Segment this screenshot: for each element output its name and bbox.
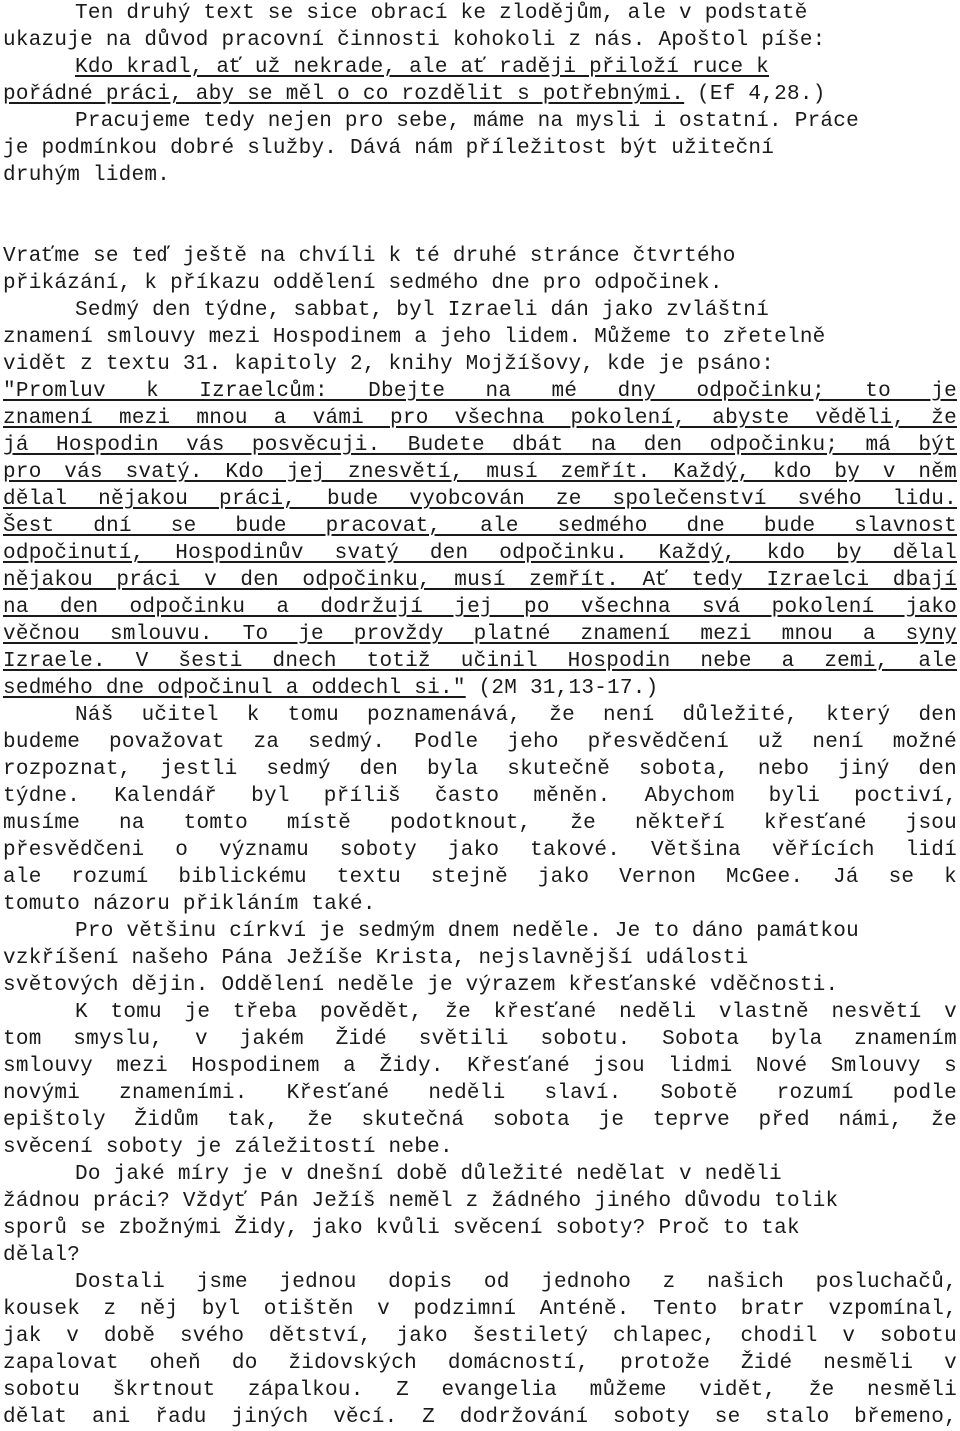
line-text: zapalovat oheň do židovských domácností, protože Židé nesměli v (3, 1352, 957, 1375)
line-text: K tomu je třeba povědět, že křesťané neděli vlastně nesvětí v (75, 1001, 957, 1024)
document-page (3, 0, 957, 1431)
quoted-scripture-text: pořádné práci, aby se měl o co rozdělit s potřebnými. (3, 83, 685, 106)
line-text: smlouvy mezi Hospodinem a Židy. Křesťané jsou lidmi Nové Smlouvy s (3, 1055, 957, 1078)
quoted-scripture-text: nějakou práci v den odpočinku, musí zemřít. Ať tedy Izraelci dbají (3, 569, 957, 592)
text-line (3, 756, 957, 783)
text-line (3, 783, 957, 810)
quoted-scripture-text: znamení mezi mnou a vámi pro všechna pokolení, abyste věděli, že (3, 407, 957, 430)
quoted-scripture-text: odpočinutí, Hospodinův svatý den odpočinku. Každý, kdo by dělal (3, 542, 957, 565)
quoted-scripture-text: sedmého dne odpočinul a oddechl si." (3, 677, 466, 700)
line-text: přesvědčeni o významu soboty jako takové. Většina věřících lidí (3, 839, 957, 862)
text-line (3, 54, 957, 81)
text-line (3, 405, 957, 432)
text-line (3, 675, 957, 702)
text-line (3, 351, 957, 378)
line-text: tom smyslu, v jakém Židé světili sobotu. Sobota byla znamením (3, 1028, 957, 1051)
text-line (3, 1377, 957, 1404)
text-line (3, 594, 957, 621)
line-text: tomuto názoru přikláním také. (3, 893, 376, 916)
line-text: svěcení soboty je záležitostí nebe. (3, 1136, 453, 1159)
text-line (3, 243, 957, 270)
text-line (3, 1242, 957, 1269)
line-text: musíme na tomto místě podotknout, že někteří křesťané jsou (3, 812, 957, 835)
line-text: ukazuje na důvod pracovní činnosti kohokoli z nás. Apoštol píše: (3, 29, 826, 52)
text-line (3, 432, 957, 459)
text-line (3, 567, 957, 594)
quoted-scripture-text: "Promluv k Izraelcům: Dbejte na mé dny odpočinku; to je (3, 380, 957, 403)
line-text: Pro většinu církví je sedmým dnem neděle. Je to dáno památkou (75, 920, 859, 943)
text-line (3, 297, 957, 324)
line-text: dělal? (3, 1244, 81, 1267)
text-line (3, 648, 957, 675)
line-text: budeme považovat za sedmý. Podle jeho přesvědčení už není možné (3, 731, 957, 754)
line-text: jak v době svého dětství, jako šestiletý chlapec, chodil v sobotu (3, 1325, 957, 1348)
line-text: sobotu škrtnout zápalkou. Z evangelia můžeme vidět, že nesměli (3, 1379, 957, 1402)
text-line (3, 540, 957, 567)
text-line (3, 1080, 957, 1107)
text-line (3, 81, 957, 108)
quoted-scripture-text: věčnou smlouvu. To je provždy platné znamení mezi mnou a syny (3, 623, 957, 646)
text-line (3, 621, 957, 648)
line-text: novými znameními. Křesťané neděli slaví. Sobotě rozumí podle (3, 1082, 957, 1105)
quoted-scripture-text: já Hospodin vás posvěcuji. Budete dbát na den odpočinku; má být (3, 434, 957, 457)
text-line (3, 1404, 957, 1431)
text-line (3, 378, 957, 405)
line-text: Pracujeme tedy nejen pro sebe, máme na mysli i ostatní. Práce (75, 110, 859, 133)
quoted-scripture-text: Kdo kradl, ať už nekrade, ale ať raději přiloží ruce k (75, 56, 770, 79)
line-text: Do jaké míry je v dnešní době důležité nedělat v neděli (75, 1163, 782, 1186)
quoted-scripture-text: Izraele. V šesti dnech totiž učinil Hospodin nebe a zemi, ale (3, 650, 957, 673)
line-text: Náš učitel k tomu poznamenává, že není důležité, který den (75, 704, 957, 727)
line-text: světových dějin. Oddělení neděle je výrazem křesťanské vděčnosti. (3, 974, 839, 997)
text-line (3, 999, 957, 1026)
text-line (3, 1269, 957, 1296)
text-line (3, 1026, 957, 1053)
line-text: druhým lidem. (3, 164, 171, 187)
text-line (3, 486, 957, 513)
text-line (3, 837, 957, 864)
text-line (3, 729, 957, 756)
text-line (3, 891, 957, 918)
text-line (3, 1161, 957, 1188)
line-text: vidět z textu 31. kapitoly 2, knihy Mojžíšovy, kde je psáno: (3, 353, 775, 376)
quoted-scripture-text: dělal nějakou práci, bude vyobcován ze společenství svého lidu. (3, 488, 957, 511)
line-text: Dostali jsme jednou dopis od jednoho z našich posluchačů, (75, 1271, 957, 1294)
text-line (3, 810, 957, 837)
text-line (3, 1053, 957, 1080)
text-line (3, 1107, 957, 1134)
text-line (3, 135, 957, 162)
text-line (3, 864, 957, 891)
line-text: Sedmý den týdne, sabbat, byl Izraeli dán jako zvláštní (75, 299, 770, 322)
text-line (3, 972, 957, 999)
text-line (3, 1188, 957, 1215)
text-line (3, 1350, 957, 1377)
line-text: týdne. Kalendář byl příliš často měněn. Abychom byli poctiví, (3, 785, 957, 808)
line-text: sporů se zbožnými Židy, jako kvůli svěcení soboty? Proč to tak (3, 1217, 800, 1240)
line-text: dělat ani řadu jiných věcí. Z dodržování soboty se stalo břemeno, (3, 1406, 957, 1429)
text-line (3, 702, 957, 729)
line-text: ale rozumí biblickému textu stejně jako Vernon McGee. Já se k (3, 866, 957, 889)
line-text: přikázání, k příkazu oddělení sedmého dne pro odpočinek. (3, 272, 723, 295)
scripture-reference: (2M 31,13-17.) (465, 677, 659, 700)
line-text: epištoly Židům tak, že skutečná sobota je teprve před námi, že (3, 1109, 957, 1132)
line-text: znamení smlouvy mezi Hospodinem a jeho lidem. Můžeme to zřetelně (3, 326, 826, 349)
line-text: vzkříšení našeho Pána Ježíše Krista, nejslavnější události (3, 947, 749, 970)
line-text: kousek z něj byl otištěn v podzimní Anténě. Tento bratr vzpomínal, (3, 1298, 957, 1321)
text-line (3, 162, 957, 189)
line-text: žádnou práci? Vždyť Pán Ježíš neměl z žádného jiného důvodu tolik (3, 1190, 839, 1213)
text-line (3, 1296, 957, 1323)
line-text: je podmínkou dobré služby. Dává nám příležitost být užiteční (3, 137, 775, 160)
text-line (3, 1134, 957, 1161)
text-line (3, 108, 957, 135)
quoted-scripture-text: Šest dní se bude pracovat, ale sedmého dne bude slavnost (3, 515, 957, 538)
quoted-scripture-text: pro vás svatý. Kdo jej znesvětí, musí zemřít. Každý, kdo by v něm (3, 461, 957, 484)
text-line (3, 1323, 957, 1350)
text-line (3, 270, 957, 297)
blank-line (3, 216, 957, 243)
text-line (3, 945, 957, 972)
text-line (3, 0, 957, 27)
text-line (3, 459, 957, 486)
blank-line (3, 189, 957, 216)
text-line (3, 918, 957, 945)
scripture-reference: (Ef 4,28.) (684, 83, 826, 106)
text-line (3, 324, 957, 351)
line-text: rozpoznat, jestli sedmý den byla skutečně sobota, nebo jiný den (3, 758, 957, 781)
line-text: Ten druhý text se sice obrací ke zlodějům, ale v podstatě (75, 2, 808, 25)
text-line (3, 27, 957, 54)
text-line (3, 513, 957, 540)
line-text: Vraťme se teď ještě na chvíli k té druhé stránce čtvrtého (3, 245, 736, 268)
quoted-scripture-text: na den odpočinku a dodržují jej po všechna svá pokolení jako (3, 596, 957, 619)
text-line (3, 1215, 957, 1242)
